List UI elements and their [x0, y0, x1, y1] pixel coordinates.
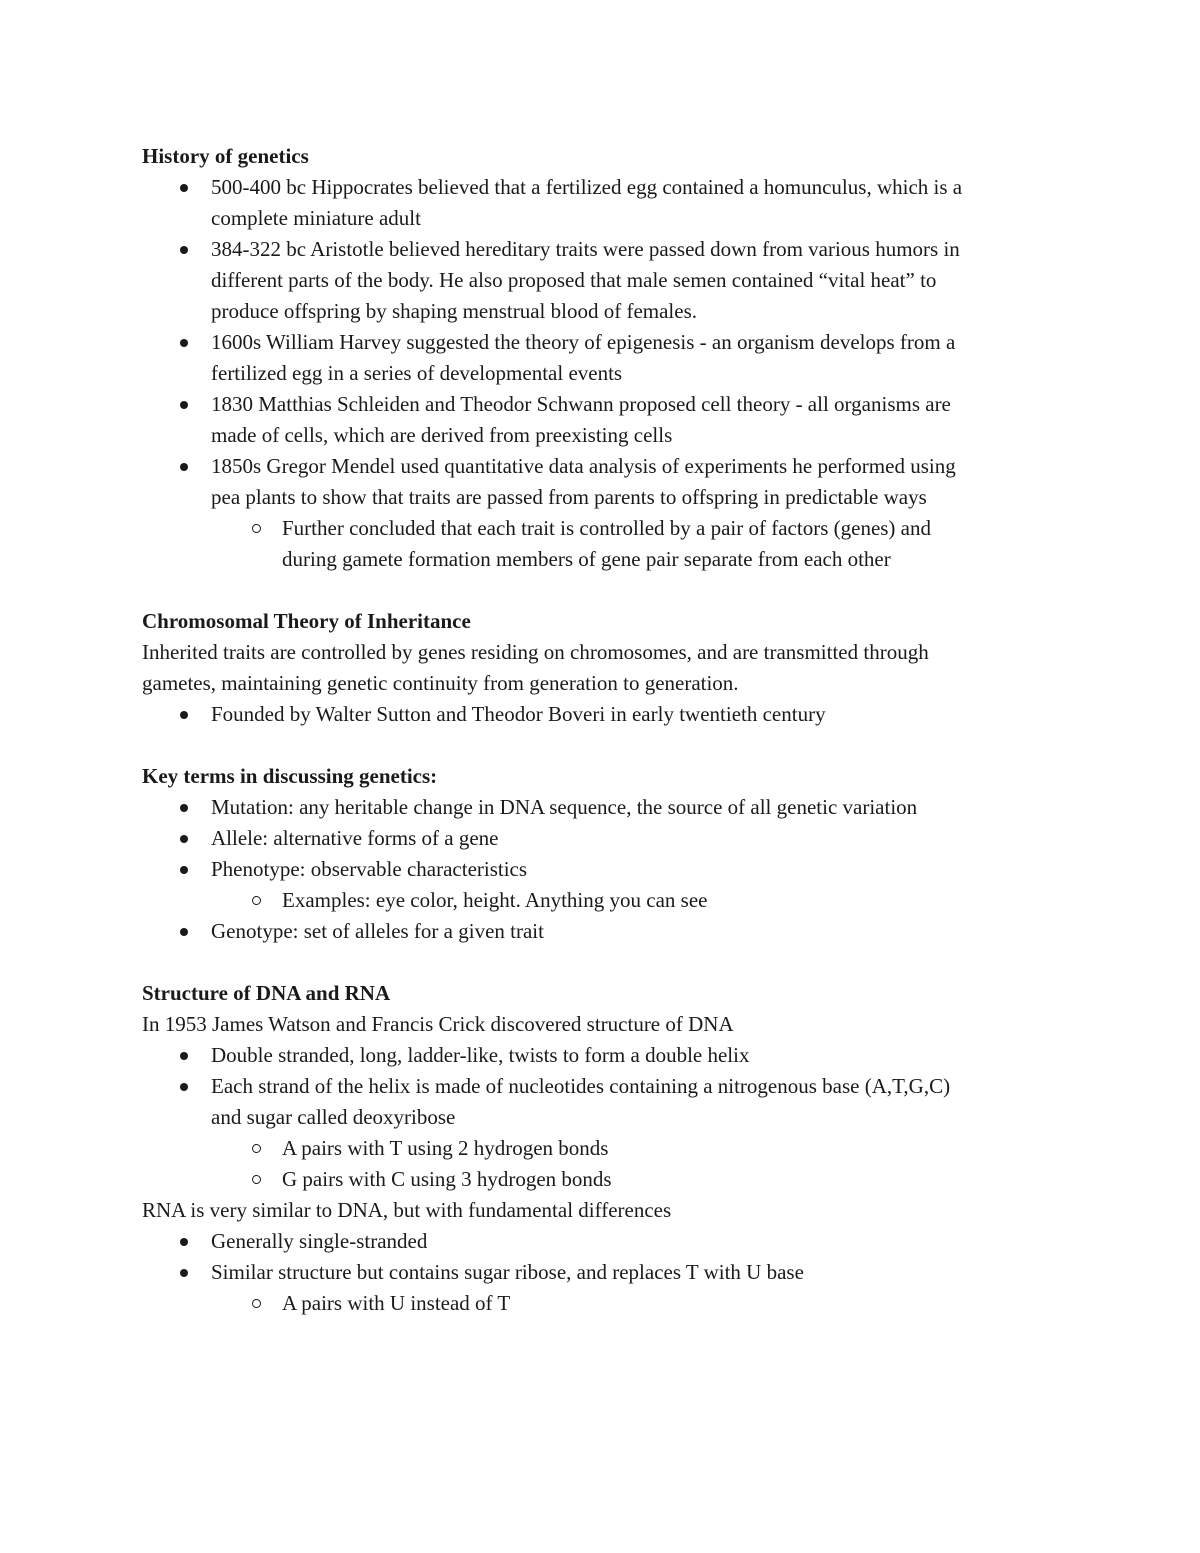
list-item: Phenotype: observable characteristics [142, 854, 1072, 885]
bullet-circle-icon [252, 1299, 261, 1308]
list-item: 1850s Gregor Mendel used quantitative data analysis of experiments he performed using [142, 451, 1072, 482]
bullet-dot-icon [180, 928, 188, 936]
list-item: 1830 Matthias Schleiden and Theodor Schwann proposed cell theory - all organisms are [142, 389, 1072, 420]
list-item: Founded by Walter Sutton and Theodor Boveri in early twentieth century [142, 699, 1072, 730]
bullet-dot-icon [180, 711, 188, 719]
document-page [142, 141, 1072, 1319]
list-item-continuation: different parts of the body. He also proposed that male semen contained “vital heat” to [211, 268, 937, 292]
sub-list-item: G pairs with C using 3 hydrogen bonds [142, 1164, 1072, 1195]
paragraph-line: gametes, maintaining genetic continuity from generation to generation. [142, 671, 739, 695]
bullet-dot-icon [180, 1052, 188, 1060]
list-item: 384-322 bc Aristotle believed hereditary traits were passed down from various humors in [142, 234, 1072, 265]
bullet-dot-icon [180, 184, 188, 192]
bullet-dot-icon [180, 866, 188, 874]
section-heading-history: History of genetics [142, 144, 309, 168]
bullet-dot-icon [180, 401, 188, 409]
list-item: Genotype: set of alleles for a given trait [142, 916, 1072, 947]
list-item: Similar structure but contains sugar ribose, and replaces T with U base [142, 1257, 1072, 1288]
bullet-dot-icon [180, 463, 188, 471]
bullet-circle-icon [252, 896, 261, 905]
list-item: Allele: alternative forms of a gene [142, 823, 1072, 854]
bullet-dot-icon [180, 804, 188, 812]
sub-list-item: A pairs with U instead of T [142, 1288, 1072, 1319]
spacer [142, 947, 1072, 978]
sub-list-item: A pairs with T using 2 hydrogen bonds [142, 1133, 1072, 1164]
bullet-circle-icon [252, 1144, 261, 1153]
bullet-dot-icon [180, 246, 188, 254]
bullet-dot-icon [180, 835, 188, 843]
list-item: Generally single-stranded [142, 1226, 1072, 1257]
bullet-dot-icon [180, 1238, 188, 1246]
bullet-circle-icon [252, 524, 261, 533]
list-item: Each strand of the helix is made of nucleotides containing a nitrogenous base (A,T,G,C) [142, 1071, 1072, 1102]
list-item-continuation: produce offspring by shaping menstrual blood of females. [211, 299, 698, 323]
bullet-circle-icon [252, 1175, 261, 1184]
list-item-continuation: made of cells, which are derived from preexisting cells [211, 423, 673, 447]
sub-list-item-continuation: during gamete formation members of gene pair separate from each other [282, 547, 891, 571]
section-heading-keyterms: Key terms in discussing genetics: [142, 764, 438, 788]
sub-list-item: Examples: eye color, height. Anything you can see [142, 885, 1072, 916]
bullet-dot-icon [180, 339, 188, 347]
paragraph-line: Inherited traits are controlled by genes residing on chromosomes, and are transmitted through [142, 640, 929, 664]
bullet-dot-icon [180, 1083, 188, 1091]
list-item-continuation: pea plants to show that traits are passed from parents to offspring in predictable ways [211, 485, 927, 509]
spacer [142, 730, 1072, 761]
list-item-continuation: and sugar called deoxyribose [211, 1105, 456, 1129]
bullet-dot-icon [180, 1269, 188, 1277]
list-item: Mutation: any heritable change in DNA sequence, the source of all genetic variation [142, 792, 1072, 823]
spacer [142, 575, 1072, 606]
list-item: 1600s William Harvey suggested the theory of epigenesis - an organism develops from a [142, 327, 1072, 358]
paragraph-line: RNA is very similar to DNA, but with fundamental differences [142, 1198, 672, 1222]
list-item-continuation: complete miniature adult [211, 206, 421, 230]
sub-list-item: Further concluded that each trait is controlled by a pair of factors (genes) and [142, 513, 1072, 544]
list-item-continuation: fertilized egg in a series of developmental events [211, 361, 623, 385]
section-heading-structure: Structure of DNA and RNA [142, 981, 391, 1005]
list-item: 500-400 bc Hippocrates believed that a fertilized egg contained a homunculus, which is a [142, 172, 1072, 203]
paragraph-line: In 1953 James Watson and Francis Crick discovered structure of DNA [142, 1012, 734, 1036]
list-item: Double stranded, long, ladder-like, twists to form a double helix [142, 1040, 1072, 1071]
section-heading-chromosomal: Chromosomal Theory of Inheritance [142, 609, 471, 633]
